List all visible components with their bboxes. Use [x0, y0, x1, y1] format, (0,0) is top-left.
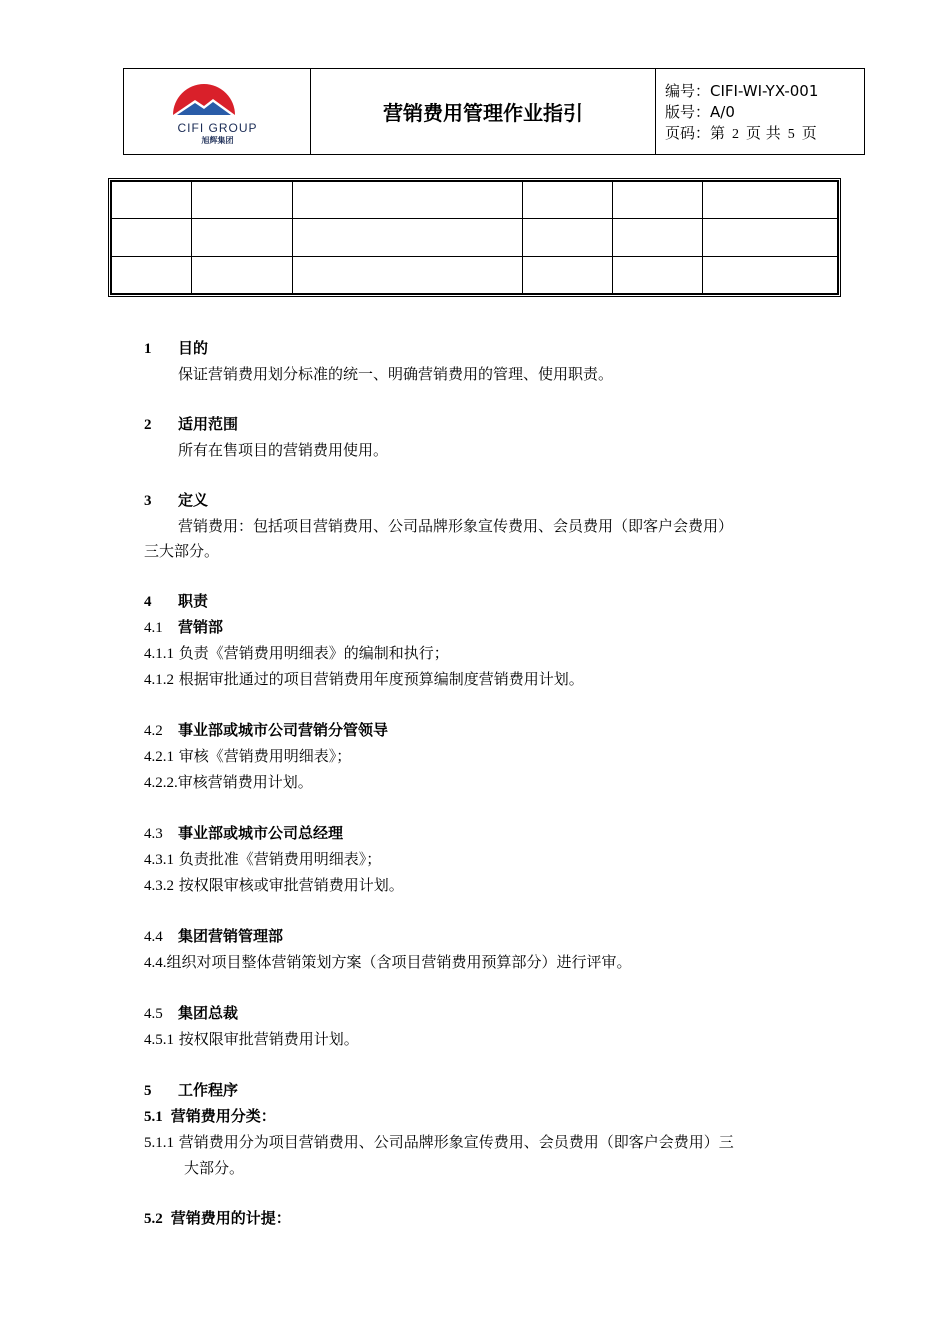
- doc-version-row: [665, 102, 864, 123]
- section-title: 职责: [178, 592, 209, 610]
- section-number: 3: [144, 493, 152, 509]
- section-title: 营销费用分类：: [170, 1107, 276, 1125]
- section-number: 4.3: [144, 826, 163, 842]
- list-item: [144, 641, 814, 667]
- section-4-2-heading: [144, 718, 814, 744]
- section-1-text: 保证营销费用划分标准的统一、明确营销费用的管理、使用职责。: [178, 365, 614, 383]
- section-3-heading: [144, 488, 814, 514]
- table-cell: [703, 219, 838, 256]
- section-title: 营销部: [178, 618, 224, 636]
- document-header: [123, 68, 865, 155]
- table-cell: [192, 256, 293, 293]
- item-number: 4.2.2.: [144, 775, 178, 791]
- section-4-3-heading: [144, 821, 814, 847]
- page-total: 5: [787, 127, 795, 142]
- doc-code-value: CIFI-WI-YX-001: [710, 82, 819, 100]
- table-cell: [703, 256, 838, 293]
- document-body: [144, 336, 814, 1232]
- section-2-heading: [144, 412, 814, 438]
- table-cell: [523, 182, 613, 219]
- section-3-text-line2: 三大部分。: [144, 542, 220, 560]
- table-cell: [293, 182, 523, 219]
- table-cell: [613, 219, 703, 256]
- section-5-1-heading: [144, 1104, 814, 1130]
- list-item-continuation: 大部分。: [184, 1159, 245, 1177]
- section-number: 5.2: [144, 1211, 163, 1227]
- section-title: 事业部或城市公司总经理: [178, 824, 344, 842]
- section-2-text: 所有在售项目的营销费用使用。: [178, 441, 389, 459]
- section-number: 4.1: [144, 620, 163, 636]
- section-number: 4.5: [144, 1006, 163, 1022]
- table-cell: [192, 219, 293, 256]
- item-text: 负责《营销费用明细表》的编制和执行；: [178, 644, 449, 662]
- section-4-5-heading: [144, 1001, 814, 1027]
- table-cell: [523, 219, 613, 256]
- table-cell: [192, 182, 293, 219]
- page-current: 2: [732, 127, 740, 142]
- table-row: [112, 219, 838, 256]
- section-title: 营销费用的计提：: [170, 1209, 291, 1227]
- list-item: [144, 770, 814, 796]
- page-middle: 页 共: [746, 124, 781, 142]
- item-number: 4.1.1: [144, 646, 174, 662]
- section-title: 目的: [178, 339, 209, 357]
- section-5-heading: [144, 1078, 814, 1104]
- section-title: 适用范围: [178, 415, 239, 433]
- item-text: 审核《营销费用明细表》；: [178, 747, 352, 765]
- page-suffix: 页: [801, 124, 817, 142]
- section-number: 2: [144, 417, 152, 433]
- section-3-text-line1: 营销费用：包括项目营销费用、公司品牌形象宣传费用、会员费用（即客户会费用）: [178, 517, 734, 535]
- item-number: 5.1.1: [144, 1135, 174, 1151]
- section-number: 5.1: [144, 1109, 163, 1125]
- doc-code-label: 编号：: [665, 82, 711, 100]
- doc-version-value: A/0: [710, 103, 735, 121]
- section-title: 工作程序: [178, 1081, 239, 1099]
- table-cell: [112, 256, 192, 293]
- item-number: 4.1.2: [144, 672, 174, 688]
- logo-chinese-name: 旭辉集团: [201, 136, 234, 145]
- section-number: 4: [144, 594, 152, 610]
- table-row: [112, 256, 838, 293]
- item-text: 根据审批通过的项目营销费用年度预算编制度营销费用计划。: [178, 670, 584, 688]
- section-4-1-heading: [144, 615, 814, 641]
- list-item: [144, 1130, 814, 1156]
- section-1-heading: [144, 336, 814, 362]
- list-item: [144, 873, 814, 899]
- doc-version-label: 版号：: [665, 103, 711, 121]
- table-cell: [293, 219, 523, 256]
- section-title: 事业部或城市公司营销分管领导: [178, 721, 389, 739]
- section-title: 定义: [178, 491, 209, 509]
- item-text: 营销费用分为项目营销费用、公司品牌形象宣传费用、会员费用（即客户会费用）三: [178, 1133, 734, 1151]
- table-cell: [613, 182, 703, 219]
- page-prefix: 页码：第: [665, 124, 726, 142]
- item-text: 组织对项目整体营销策划方案（含项目营销费用预算部分）进行评审。: [166, 953, 632, 971]
- item-number: 4.5.1: [144, 1032, 174, 1048]
- table-cell: [293, 256, 523, 293]
- item-number: 4.3.2: [144, 878, 174, 894]
- section-4-4-heading: [144, 924, 814, 950]
- list-item: [144, 667, 814, 693]
- section-number: 5: [144, 1083, 152, 1099]
- table-cell: [613, 256, 703, 293]
- list-item: [144, 1027, 814, 1053]
- list-item: [144, 847, 814, 873]
- table-cell: [112, 182, 192, 219]
- section-title: 集团营销管理部: [178, 927, 284, 945]
- section-number: 4.2: [144, 723, 163, 739]
- section-4-heading: [144, 589, 814, 615]
- item-text: 审核营销费用计划。: [177, 773, 313, 791]
- company-logo: [124, 69, 311, 154]
- section-number: 4.4: [144, 929, 163, 945]
- table-cell: [703, 182, 838, 219]
- revision-table: [108, 178, 841, 297]
- doc-code-row: [665, 81, 864, 102]
- item-number: 4.3.1: [144, 852, 174, 868]
- logo-english-name: CIFI GROUP: [177, 121, 258, 135]
- section-number: 1: [144, 341, 152, 357]
- item-number: 4.4.: [144, 955, 167, 971]
- item-text: 按权限审批营销费用计划。: [178, 1030, 359, 1048]
- section-title: 集团总裁: [178, 1004, 239, 1022]
- item-text: 负责批准《营销费用明细表》；: [178, 850, 382, 868]
- item-number: 4.2.1: [144, 749, 174, 765]
- table-row: [112, 182, 838, 219]
- document-meta: [656, 69, 864, 154]
- table-cell: [523, 256, 613, 293]
- doc-page-row: [665, 123, 864, 145]
- mountain-sun-icon: [171, 84, 237, 116]
- table-cell: [112, 219, 192, 256]
- section-5-2-heading: [144, 1206, 814, 1232]
- list-item: [144, 950, 814, 976]
- item-text: 按权限审核或审批营销费用计划。: [178, 876, 404, 894]
- list-item: [144, 744, 814, 770]
- document-title: 营销费用管理作业指引: [311, 69, 656, 154]
